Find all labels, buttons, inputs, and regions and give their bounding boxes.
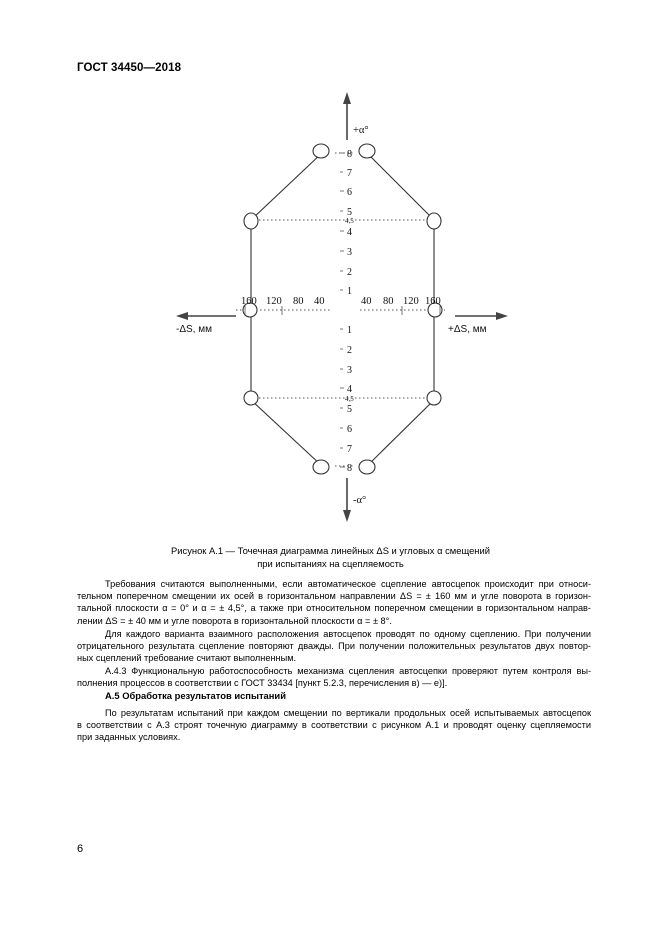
h-tick-right: 120 <box>403 296 419 307</box>
paragraph-line: Требования считаются выполненными, если автоматическое сцепление автосцепок происходит при относи- <box>105 579 591 589</box>
arrow-down-icon <box>343 510 351 522</box>
v-tick-top: 8 <box>347 149 352 160</box>
vertical-ticks <box>245 153 440 467</box>
arrow-up-icon <box>343 92 351 104</box>
page-number: 6 <box>77 843 84 855</box>
v-tick-bottom: 4,5 <box>345 395 354 403</box>
arrow-right-icon <box>496 312 508 320</box>
paragraph-line: отрицательного результата сцепление повторяют дважды. При получении положительных результатов двух повтор- <box>77 641 591 652</box>
paragraph-requirements <box>77 578 591 627</box>
caption-line-2: при испытаниях на сцепляемость <box>257 558 404 569</box>
h-tick-left: 120 <box>266 296 282 307</box>
v-tick-bottom: 2 <box>347 345 352 356</box>
arrow-left-icon <box>176 312 188 320</box>
h-tick-right: 80 <box>383 296 394 307</box>
minus-ds-label: -ΔS, мм <box>176 324 212 335</box>
paragraph-line: тальной плоскости α = 0° и α = ± 4,5°, а также при относительном поперечном смещении в горизонтальном направ- <box>77 603 591 614</box>
v-tick-top: 3 <box>347 247 352 258</box>
point-top-left <box>313 144 329 158</box>
paragraph-line: при заданных условиях. <box>77 732 181 743</box>
v-tick-bottom: 3 <box>347 365 352 376</box>
plus-alpha-label: +α° <box>353 125 369 136</box>
paragraph-line: полнения процессов в соответствии с ГОСТ 33434 [пункт 5.2.3, перечисления в) — е)]. <box>77 678 448 689</box>
h-tick-left: 160 <box>241 296 257 307</box>
section-title-a5: А.5 Обработка результатов испытаний <box>105 690 286 701</box>
point-upper-left <box>244 213 258 229</box>
document-header: ГОСТ 34450—2018 <box>77 62 182 74</box>
v-tick-bottom: 6 <box>347 424 352 435</box>
point-upper-right <box>427 213 441 229</box>
paragraph-line: А.4.3 Функциональную работоспособность механизма сцепления автосцепки проверяют путем контроля вы- <box>105 666 591 676</box>
paragraph-line: в соответствии с А.3 строят точечную диаграмму в соответствии с рисунком А.1 и проводят оценку сцепляемости <box>77 720 591 731</box>
v-tick-bottom: 1 <box>347 325 352 336</box>
paragraph-line: ных сцеплений требование считают выполненным. <box>77 653 297 664</box>
figure-caption <box>0 544 661 570</box>
paragraph-line: лении ΔS = ± 40 мм и угле поворота в горизонтальной плоскости α = ± 8°. <box>77 615 392 626</box>
point-lower-left <box>244 391 258 405</box>
v-tick-bottom: 4 <box>347 384 352 395</box>
v-tick-bottom: 8 <box>347 463 352 474</box>
v-tick-top: 4,5 <box>345 217 354 225</box>
paragraph-line: тельном поперечном смещении их осей в горизонтальном направлении ΔS = ± 160 мм и угле поворота в горизон- <box>77 591 591 602</box>
point-top-right <box>359 144 375 158</box>
paragraph-line: По результатам испытаний при каждом смещении по вертикали продольных осей испытываемых автосцепок <box>105 708 591 718</box>
v-tick-top: 6 <box>347 187 352 198</box>
point-lower-right <box>427 391 441 405</box>
v-tick-bottom: 7 <box>347 444 352 455</box>
v-tick-top: 1 <box>347 286 352 297</box>
v-tick-top: 7 <box>347 168 352 179</box>
h-tick-right: 40 <box>361 296 372 307</box>
octagon-outline <box>251 153 434 466</box>
paragraph-results <box>77 707 591 744</box>
paragraph-line: Для каждого варианта взаимного расположения автосцепок проводят по одному сцеплению. При получении <box>105 629 591 639</box>
point-bottom-right <box>359 460 375 474</box>
test-points <box>243 144 442 474</box>
point-bottom-left <box>313 460 329 474</box>
paragraph-a43 <box>77 665 591 689</box>
h-tick-left: 40 <box>314 296 325 307</box>
h-tick-right: 160 <box>425 296 441 307</box>
v-tick-top: 4 <box>347 227 352 238</box>
minus-alpha-label: -α° <box>353 495 367 506</box>
v-tick-bottom: 5 <box>347 404 352 415</box>
v-tick-top: 2 <box>347 267 352 278</box>
paragraph-coupling-variants <box>77 628 591 665</box>
v-tick-top: 5 <box>347 207 352 218</box>
caption-line-1: Рисунок А.1 — Точечная диаграмма линейных ΔS и угловых α смещений <box>171 545 490 556</box>
axes <box>176 92 508 522</box>
plus-ds-label: +ΔS, мм <box>448 324 487 335</box>
h-tick-left: 80 <box>293 296 304 307</box>
